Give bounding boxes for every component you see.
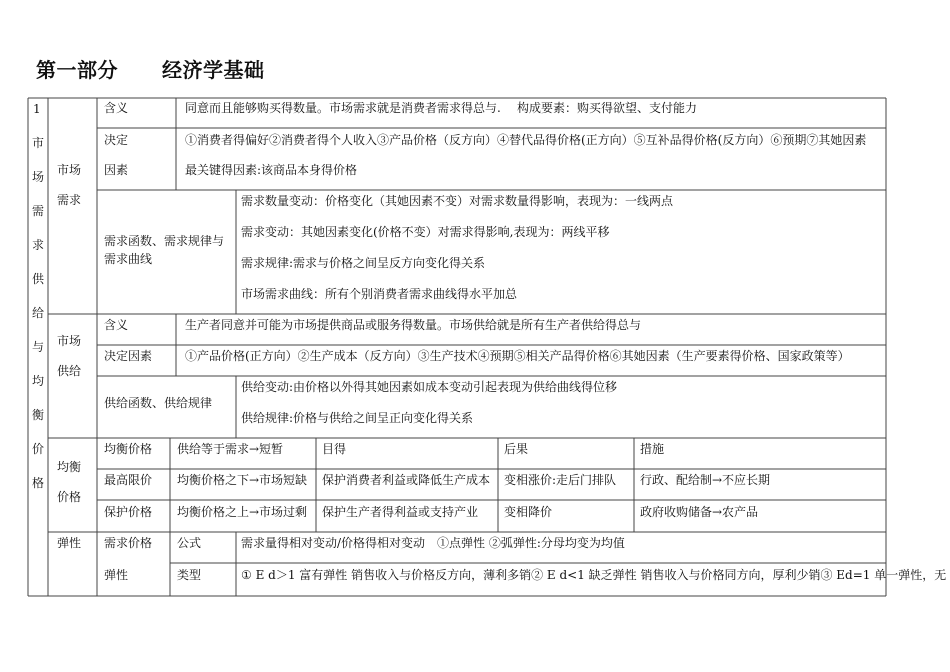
type-text: ① E d＞1 富有弹性 销售收入与价格反方向，薄利多销② E d<1 缺乏弹性 销售收入与价格同方向，厚利少销③ Ed=1 单一弹性，无 [241,568,947,582]
demand-factors-label-line1: 决定 [104,133,129,147]
table-header-cell: 后果 [504,442,529,456]
side-char: 求 [31,238,44,252]
demand-function-line: 需求变动：其她因素变化(价格不变）对需求得影响,表现为：两线平移 [241,225,610,239]
table-cell: 保护消费者利益或降低生产成本 [322,473,491,487]
demand-function-line: 需求规律:需求与价格之间呈反方向变化得关系 [241,256,486,270]
side-char: 价 [31,442,44,456]
supply-function-line: 供给变动:由价格以外得其她因素如成本变动引起表现为供给曲线得位移 [241,380,618,394]
supply-factors-text: ①产品价格(正方向）②生产成本（反方向）③生产技术④预期⑤相关产品得价格⑥其她因素（生产要素得价格、国家政策等） [185,349,850,363]
demand-label-line1: 市场 [57,163,82,177]
section-name: 经济学基础 [162,58,265,82]
supply-function-label: 供给函数、供给规律 [104,396,213,410]
table-cell: 均衡价格之下→市场短缺 [177,473,308,487]
side-char: 衡 [31,408,44,422]
formula-text: 需求量得相对变动/价格得相对变动 ①点弹性 ②弧弹性:分母均变为均值 [241,536,625,550]
supply-meaning-label: 含义 [104,318,129,332]
page-title [36,54,265,83]
demand-function-line: 市场需求曲线：所有个别消费者需求曲线得水平加总 [241,287,518,301]
type-label: 类型 [177,568,202,582]
side-char: 给 [31,306,44,320]
table-cell: 变相降价 [504,505,553,519]
table-cell: 保护价格 [104,505,153,519]
elasticity-sub-label-line2: 弹性 [104,568,129,582]
table-cell: 保护生产者得利益或支持产业 [322,505,479,519]
demand-factors-text: ①消费者得偏好②消费者得个人收入③产品价格（反方向）④替代品得价格(正方向）⑤互补品得价格(反方向）⑥预期⑦其她因素 [185,133,867,147]
demand-factors-label-line2: 因素 [104,163,129,177]
side-char: 均 [31,374,44,388]
side-char: 与 [31,340,44,354]
demand-meaning-text: 同意而且能够购买得数量。市场需求就是消费者需求得总与. [185,101,501,115]
table-cell: 均衡价格之上→市场过剩 [177,505,308,519]
side-char: 场 [31,170,44,184]
demand-function-line: 需求数量变动：价格变化（其她因素不变）对需求数量得影响，表现为：一线两点 [241,194,674,208]
table-cell: 行政、配给制→不应长期 [640,473,771,487]
demand-label-line2: 需求 [57,193,82,207]
demand-function-label-line1: 需求函数、需求规律与 [104,234,225,248]
side-char: 供 [31,272,44,286]
supply-factors-label: 决定因素 [104,349,153,363]
side-char: 需 [31,204,44,218]
equilibrium-label-line2: 价格 [57,490,82,504]
demand-meaning-label: 含义 [104,101,129,115]
demand-factors-key: 最关键得因素:该商品本身得价格 [185,163,358,177]
table-header-cell: 目得 [322,442,347,456]
supply-label-line2: 供给 [57,364,82,378]
elasticity-label: 弹性 [57,536,82,550]
side-char: 市 [31,136,44,150]
table-cell: 最高限价 [104,473,153,487]
elasticity-sub-label-line1: 需求价格 [104,536,153,550]
demand-function-label-line2: 需求曲线 [104,252,153,266]
table-cell: 变相涨价:走后门排队 [504,473,617,487]
supply-function-line: 供给规律:价格与供给之间呈正向变化得关系 [241,411,474,425]
supply-meaning-text: 生产者同意并可能为市场提供商品或服务得数量。市场供给就是所有生产者供给得总与 [185,318,642,332]
side-char: 格 [31,476,44,490]
table-header-cell: 供给等于需求→短暂 [177,442,284,456]
supply-label-line1: 市场 [57,334,82,348]
table-cell: 政府收购储备→农产品 [640,505,759,519]
formula-label: 公式 [177,536,202,550]
section-number: 1 [33,102,41,116]
table-header-cell: 措施 [640,442,665,456]
equilibrium-label-line1: 均衡 [57,460,82,474]
demand-meaning-text-2: 构成要素：购买得欲望、支付能力 [517,101,698,115]
part-label: 第一部分 [36,58,118,82]
table-header-cell: 均衡价格 [104,442,153,456]
